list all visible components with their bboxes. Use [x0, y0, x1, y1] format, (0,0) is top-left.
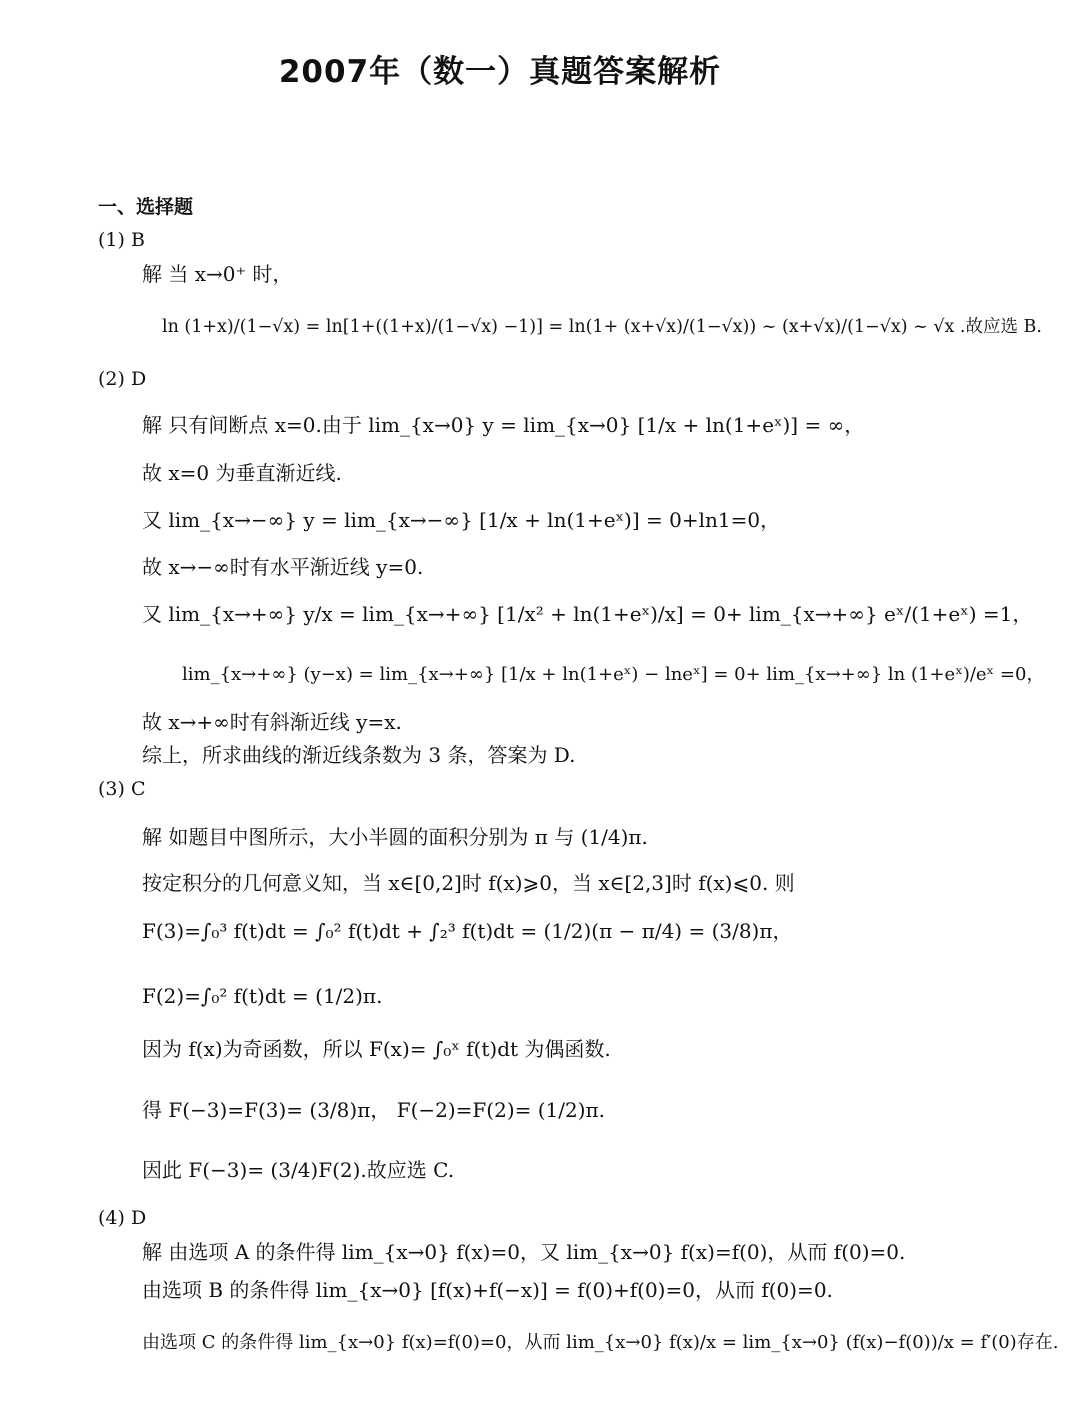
problem-3-line-7: 因此 F(−3)= (3/4)F(2).故应选 C.: [142, 1158, 455, 1182]
problem-2-line-2: 故 x=0 为垂直渐近线.: [142, 461, 342, 485]
problem-2-line-3: 又 lim_{x→−∞} y = lim_{x→−∞} [1/x + ln(1+eˣ)] = 0+ln1=0，: [142, 508, 781, 532]
problem-2-line-5: 又 lim_{x→+∞} y/x = lim_{x→+∞} [1/x² + ln(1+eˣ)/x] = 0+ lim_{x→+∞} eˣ/(1+eˣ) =1，: [142, 602, 1033, 626]
problem-2-line-4: 故 x→−∞时有水平渐近线 y=0.: [142, 555, 424, 579]
problem-3-line-4: F(2)=∫₀² f(t)dt = (1/2)π.: [142, 984, 383, 1008]
problem-3-line-6: 得 F(−3)=F(3)= (3/8)π， F(−2)=F(2)= (1/2)π.: [142, 1098, 606, 1122]
problem-1-equation: ln (1+x)/(1−√x) = ln[1+((1+x)/(1−√x) −1)] = ln(1+ (x+√x)/(1−√x)) ~ (x+√x)/(1−√x) ~ √x .故应选 B.: [162, 317, 1042, 337]
problem-2-line-6: lim_{x→+∞} (y−x) = lim_{x→+∞} [1/x + ln(1+eˣ) − lneˣ] = 0+ lim_{x→+∞} ln (1+eˣ)/eˣ =0，: [182, 664, 1045, 685]
problem-4-line-2: 由选项 B 的条件得 lim_{x→0} [f(x)+f(−x)] = f(0)+f(0)=0，从而 f(0)=0.: [142, 1278, 833, 1302]
problem-3-line-2: 按定积分的几何意义知，当 x∈[0,2]时 f(x)⩾0，当 x∈[2,3]时 f(x)⩽0. 则: [142, 871, 795, 895]
problem-2-answer: (2) D: [98, 368, 147, 390]
problem-1-answer: (1) B: [98, 229, 145, 251]
problem-2-line-1: 解 只有间断点 x=0.由于 lim_{x→0} y = lim_{x→0} [1/x + ln(1+eˣ)] = ∞，: [142, 413, 865, 437]
problem-3-line-1: 解 如题目中图所示，大小半圆的面积分别为 π 与 (1/4)π.: [142, 825, 648, 849]
section-heading: 一、选择题: [98, 196, 194, 218]
problem-4-line-1: 解 由选项 A 的条件得 lim_{x→0} f(x)=0，又 lim_{x→0} f(x)=f(0)，从而 f(0)=0.: [142, 1240, 906, 1264]
problem-3-line-3: F(3)=∫₀³ f(t)dt = ∫₀² f(t)dt + ∫₂³ f(t)dt = (1/2)(π − π/4) = (3/8)π，: [142, 919, 793, 943]
problem-4-line-3: 由选项 C 的条件得 lim_{x→0} f(x)=f(0)=0，从而 lim_{x→0} f(x)/x = lim_{x→0} (f(x)−f(0))/x = f′(0)存在.: [142, 1332, 1059, 1353]
problem-1-solution-intro: 解 当 x→0⁺ 时，: [142, 262, 293, 286]
problem-2-line-7: 故 x→+∞时有斜渐近线 y=x.: [142, 710, 402, 734]
problem-2-line-8: 综上，所求曲线的渐近线条数为 3 条，答案为 D.: [142, 743, 576, 767]
page-title: 2007年（数一）真题答案解析: [278, 54, 722, 90]
problem-3-answer: (3) C: [98, 778, 146, 800]
problem-3-line-5: 因为 f(x)为奇函数，所以 F(x)= ∫₀ˣ f(t)dt 为偶函数.: [142, 1037, 611, 1061]
problem-4-answer: (4) D: [98, 1207, 147, 1229]
